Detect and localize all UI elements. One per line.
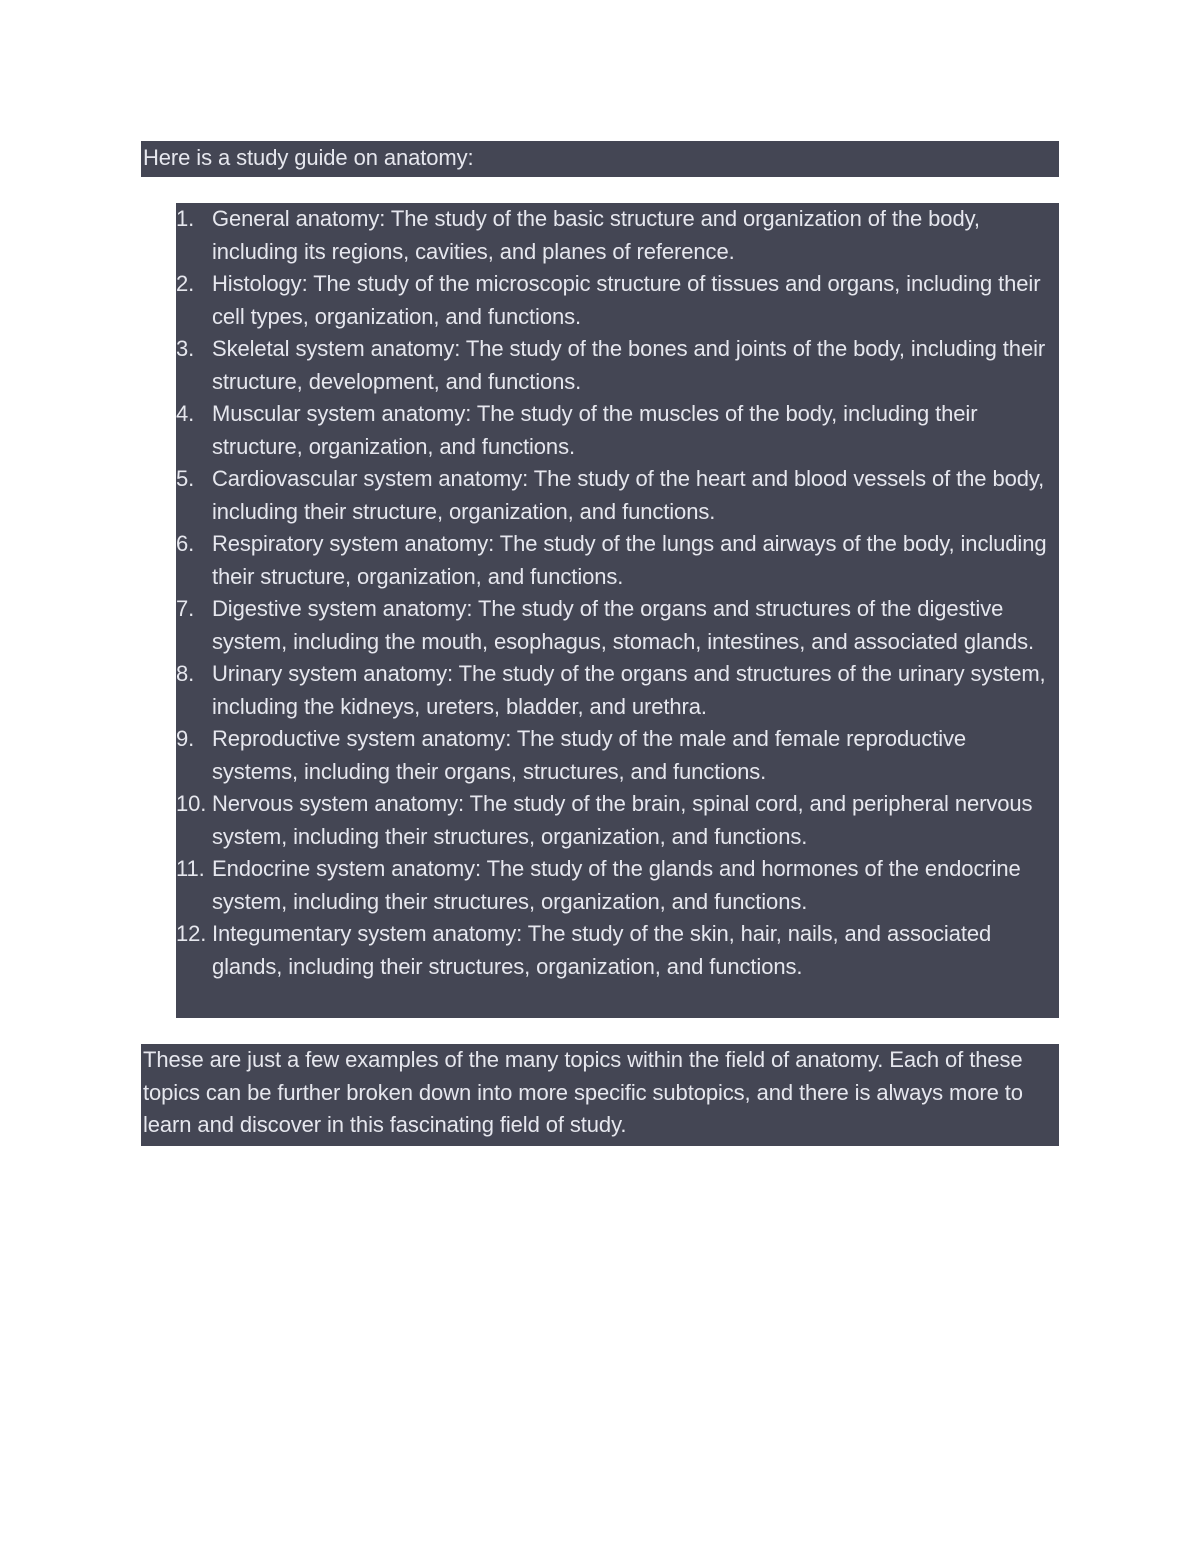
list-item — [176, 463, 1059, 528]
list-item-text: Respiratory system anatomy: The study of the lungs and airways of the body, including their structure, organization, and functions. — [212, 531, 1047, 589]
list-item — [176, 918, 1059, 983]
list-item-number: 9. — [176, 726, 195, 751]
list-item — [176, 788, 1059, 853]
list-item-number: 11. — [176, 856, 205, 881]
list-item-text: Muscular system anatomy: The study of the muscles of the body, including their structure, organization, and functions. — [212, 401, 978, 459]
list-item-text: Integumentary system anatomy: The study of the skin, hair, nails, and associated glands, including their structures, organization, and functions. — [212, 921, 992, 979]
list-item-number: 1. — [176, 206, 195, 231]
list-item-text: Reproductive system anatomy: The study of the male and female reproductive systems, including their organs, structures, and functions. — [212, 726, 967, 784]
list-item — [176, 593, 1059, 658]
list-item-number: 5. — [176, 466, 195, 491]
list-item-text: Cardiovascular system anatomy: The study of the heart and blood vessels of the body, including their structure, organization, and functions. — [212, 466, 1045, 524]
list-item-text: Histology: The study of the microscopic structure of tissues and organs, including their cell types, organization, and functions. — [212, 271, 1041, 329]
list-item — [176, 853, 1059, 918]
list-item — [176, 333, 1059, 398]
intro-paragraph — [141, 141, 1059, 177]
list-item — [176, 203, 1059, 268]
list-item-text: Urinary system anatomy: The study of the organs and structures of the urinary system, including the kidneys, ureters, bladder, and urethra. — [212, 661, 1046, 719]
list-item — [176, 398, 1059, 463]
list-item-number: 4. — [176, 401, 195, 426]
outro-paragraph — [141, 1044, 1059, 1146]
list-item-text: Nervous system anatomy: The study of the brain, spinal cord, and peripheral nervous system, including their structures, organization, and functions. — [212, 791, 1033, 849]
list-item-number: 10. — [176, 791, 207, 816]
list-item-number: 6. — [176, 531, 195, 556]
list-item-number: 8. — [176, 661, 195, 686]
list-item — [176, 528, 1059, 593]
list-item-number: 3. — [176, 336, 195, 361]
topic-list — [176, 203, 1059, 983]
list-item-text: General anatomy: The study of the basic structure and organization of the body, including its regions, cavities, and planes of reference. — [212, 206, 980, 264]
list-item-text: Digestive system anatomy: The study of the organs and structures of the digestive system, including the mouth, esophagus, stomach, intestines, and associated glands. — [212, 596, 1035, 654]
list-item-number: 7. — [176, 596, 195, 621]
outro-text: These are just a few examples of the many topics within the field of anatomy. Each of these topics can be further broken down into more specific subtopics, and there is always more to learn and discover in this fascinating field of study. — [143, 1047, 1023, 1137]
list-item-text: Endocrine system anatomy: The study of the glands and hormones of the endocrine system, including their structures, organization, and functions. — [212, 856, 1021, 914]
intro-text: Here is a study guide on anatomy: — [143, 145, 474, 170]
topic-list-block — [176, 203, 1059, 1018]
list-item-number: 2. — [176, 271, 195, 296]
list-item — [176, 268, 1059, 333]
list-item-text: Skeletal system anatomy: The study of the bones and joints of the body, including their structure, development, and functions. — [212, 336, 1046, 394]
list-item — [176, 723, 1059, 788]
list-item-number: 12. — [176, 921, 207, 946]
list-item — [176, 658, 1059, 723]
